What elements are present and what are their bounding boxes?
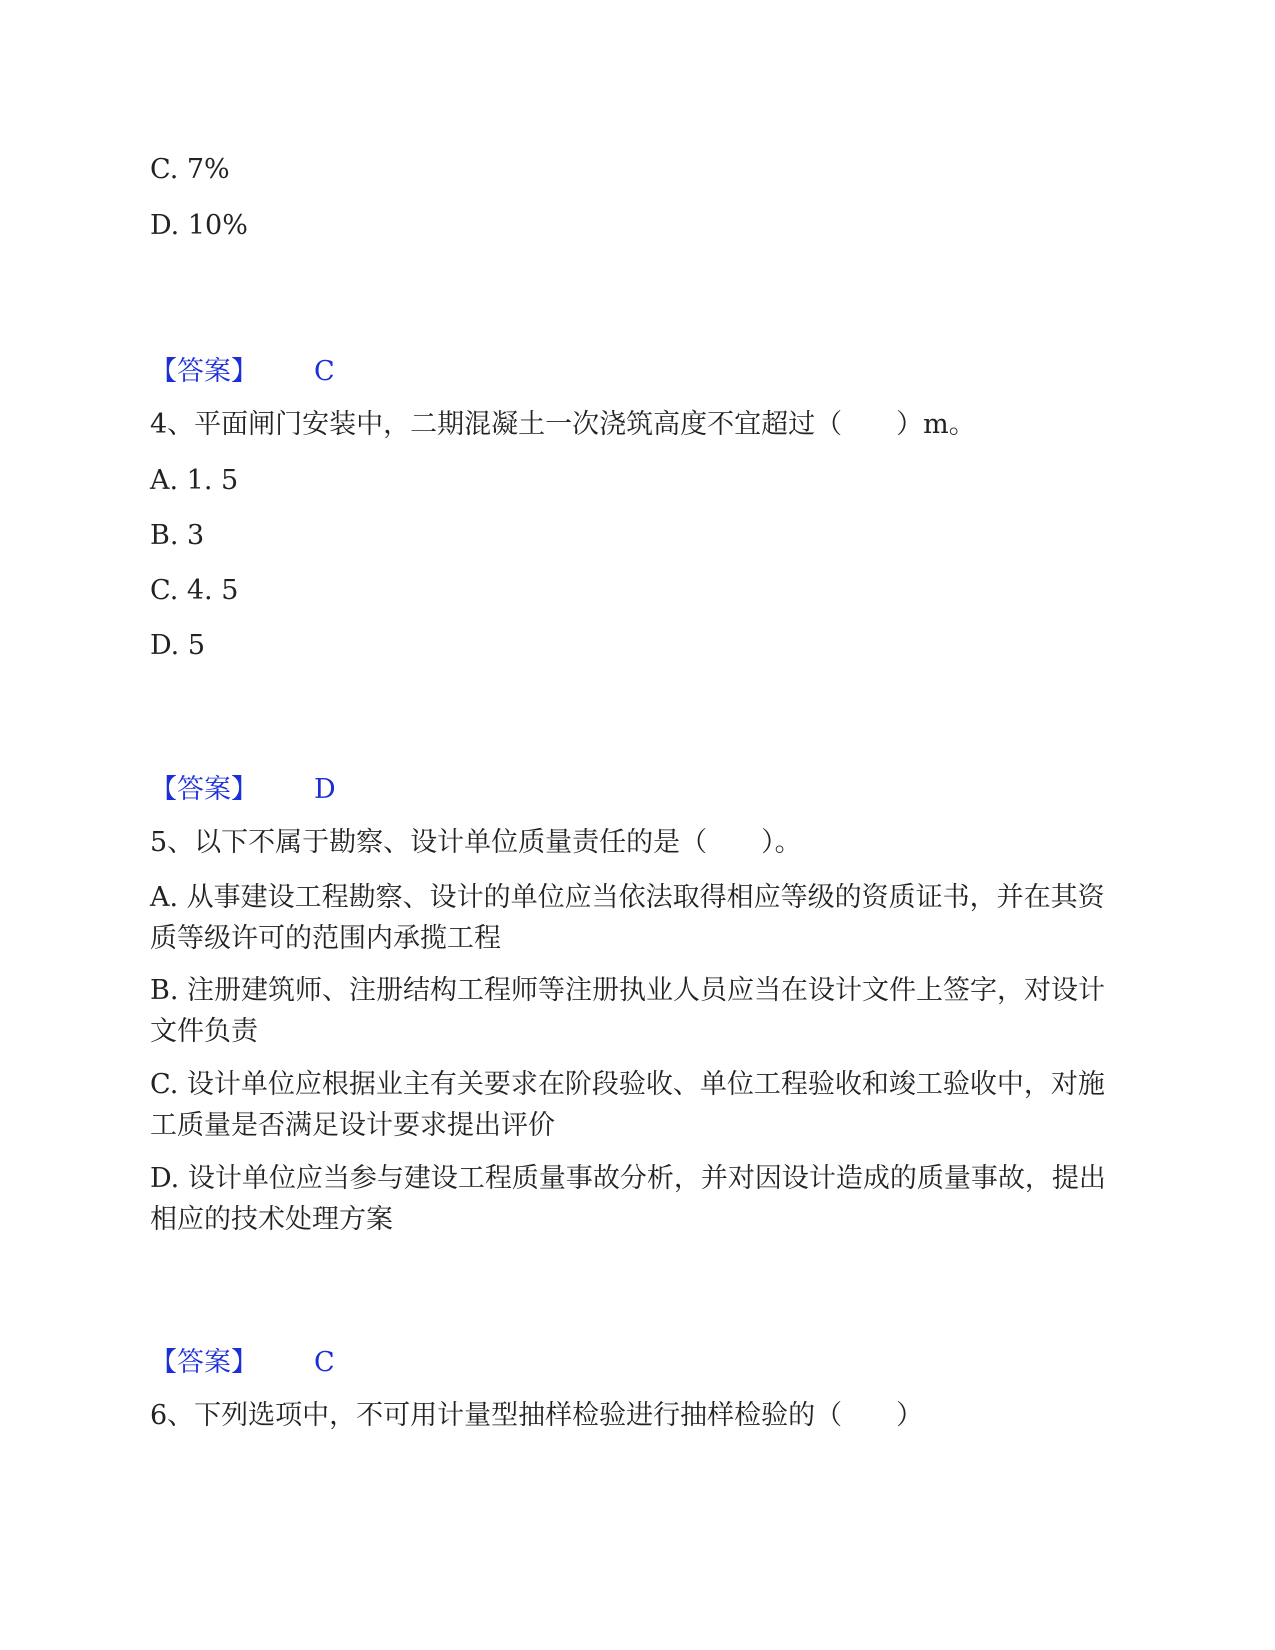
q4-option-d: D. 5: [150, 630, 206, 661]
answer-label: 【答案】: [150, 774, 258, 805]
q4-option-b: B. 3: [150, 520, 205, 551]
answer-label: 【答案】: [150, 1347, 258, 1378]
q5-option-b: B. 注册建筑师、注册结构工程师等注册执业人员应当在设计文件上签字，对设计文件负责: [150, 975, 1106, 1047]
q4-question: 4、平面闸门安装中，二期混凝土一次浇筑高度不宜超过（ ）m。: [150, 409, 976, 440]
q6-question: 6、下列选项中，不可用计量型抽样检验进行抽样检验的（ ）: [150, 1400, 924, 1431]
q5-question: 5、以下不属于勘察、设计单位质量责任的是（ ）。: [150, 827, 802, 858]
q3-option-d: D. 10%: [150, 210, 248, 241]
answer-label: 【答案】: [150, 356, 258, 387]
answer-value: C: [314, 1347, 335, 1378]
answer-value: D: [314, 774, 336, 805]
answer-value: C: [314, 356, 335, 387]
q5-option-c: C. 设计单位应根据业主有关要求在阶段验收、单位工程验收和竣工验收中，对施工质量是否满足设计要求提出评价: [150, 1069, 1105, 1141]
q5-answer: [150, 1343, 335, 1383]
q3-answer: [150, 352, 335, 392]
q3-option-c: C. 7%: [150, 154, 230, 185]
q4-option-a: A. 1. 5: [150, 465, 239, 496]
q4-option-c: C. 4. 5: [150, 575, 239, 606]
q4-answer: [150, 770, 336, 810]
q5-option-d: D. 设计单位应当参与建设工程质量事故分析，并对因设计造成的质量事故，提出相应的技术处理方案: [150, 1163, 1106, 1235]
q5-option-a: A. 从事建设工程勘察、设计的单位应当依法取得相应等级的资质证书，并在其资质等级许可的范围内承揽工程: [150, 882, 1105, 954]
